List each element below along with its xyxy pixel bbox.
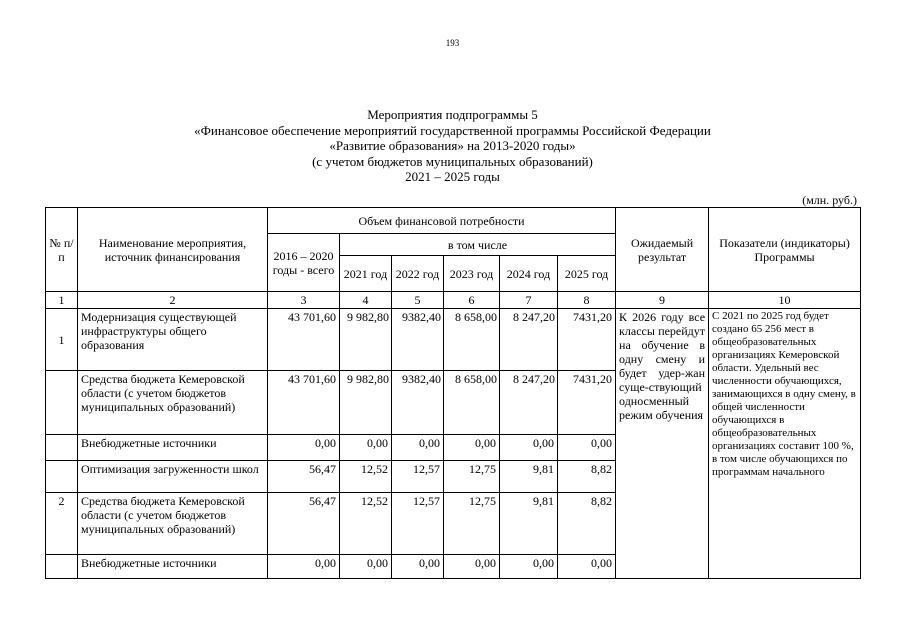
row-2024: 0,00	[500, 435, 558, 461]
header-volume: Объем финансовой потребности	[268, 208, 616, 234]
col-number: 2	[78, 292, 268, 309]
row-name: Модернизация существующей инфраструктуры общего образования	[78, 309, 268, 371]
row-2023: 8 658,00	[444, 371, 500, 435]
row-2024: 8 247,20	[500, 309, 558, 371]
row-2024: 0,00	[500, 555, 558, 579]
row-name: Средства бюджета Кемеровской области (с учетом бюджетов муниципальных образований)	[78, 371, 268, 435]
row-2024: 9,81	[500, 493, 558, 555]
col-number: 4	[340, 292, 392, 309]
header-2025: 2025 год	[558, 256, 616, 292]
expected-result: К 2026 году все классы перейдут на обучение в одну смену и будет удер-жан суще-ствующий односменный режим обучения	[616, 309, 709, 579]
row-2022: 9382,40	[392, 371, 444, 435]
measures-table	[45, 207, 861, 579]
title-line-3: «Развитие образования» на 2013-2020 годы»	[329, 138, 576, 153]
header-name: Наименование мероприятия, источник финансирования	[78, 208, 268, 292]
program-indicators: С 2021 по 2025 год будет создано 65 256 мест в общеобразовательных организациях Кемеровской области. Удельный вес численности обучающихся, занимающихся в одну смену, в общей численности обучающихся в общеобразовательных организациях составит 100 %, в том числе обучающихся по программам начального	[709, 309, 861, 579]
row-2021: 0,00	[340, 435, 392, 461]
row-name: Средства бюджета Кемеровской области (с учетом бюджетов муниципальных образований)	[78, 493, 268, 555]
row-2022: 0,00	[392, 555, 444, 579]
col-number: 10	[709, 292, 861, 309]
row-2024: 9,81	[500, 461, 558, 493]
page-number: 193	[445, 38, 460, 48]
row-2022: 12,57	[392, 461, 444, 493]
header-result: Ожидаемый результат	[616, 208, 709, 292]
row-2021: 0,00	[340, 555, 392, 579]
row-2022: 0,00	[392, 435, 444, 461]
row-2021: 12,52	[340, 461, 392, 493]
row-2023: 12,75	[444, 493, 500, 555]
row-name: Оптимизация загруженности школ	[78, 461, 268, 493]
col-number: 3	[268, 292, 340, 309]
row-2022: 9382,40	[392, 309, 444, 371]
row-num	[46, 461, 78, 493]
row-name: Внебюджетные источники	[78, 435, 268, 461]
row-name: Внебюджетные источники	[78, 555, 268, 579]
header-2024: 2024 год	[500, 256, 558, 292]
units-label: (млн. руб.)	[802, 193, 857, 207]
row-2025: 0,00	[558, 555, 616, 579]
title-line-2: «Финансовое обеспечение мероприятий государственной программы Российской Федерации	[194, 122, 711, 138]
row-2023: 12,75	[444, 461, 500, 493]
row-2021: 12,52	[340, 493, 392, 555]
row-num: 1	[46, 309, 78, 371]
row-num: 2	[46, 493, 78, 555]
header-2021: 2021 год	[340, 256, 392, 292]
header-2023: 2023 год	[444, 256, 500, 292]
row-2022: 12,57	[392, 493, 444, 555]
row-2021: 9 982,80	[340, 371, 392, 435]
table-row	[46, 309, 861, 371]
row-total: 43 701,60	[268, 371, 340, 435]
title-line-5: 2021 – 2025 годы	[405, 169, 500, 184]
row-total: 43 701,60	[268, 309, 340, 371]
col-number: 5	[392, 292, 444, 309]
row-2025: 7431,20	[558, 371, 616, 435]
row-total: 56,47	[268, 493, 340, 555]
row-2025: 8,82	[558, 461, 616, 493]
row-num	[46, 435, 78, 461]
header-2022: 2022 год	[392, 256, 444, 292]
row-2023: 0,00	[444, 435, 500, 461]
row-2025: 8,82	[558, 493, 616, 555]
row-2021: 9 982,80	[340, 309, 392, 371]
row-total: 56,47	[268, 461, 340, 493]
column-number-row	[46, 292, 861, 309]
col-number: 8	[558, 292, 616, 309]
row-2024: 8 247,20	[500, 371, 558, 435]
header-total: 2016 – 2020 годы - всего	[268, 234, 340, 292]
row-num	[46, 555, 78, 579]
header-including: в том числе	[340, 234, 616, 256]
row-total: 0,00	[268, 555, 340, 579]
header-indicators: Показатели (индикаторы) Программы	[709, 208, 861, 292]
row-2025: 7431,20	[558, 309, 616, 371]
row-2023: 8 658,00	[444, 309, 500, 371]
header-num: № п/п	[46, 208, 78, 292]
col-number: 7	[500, 292, 558, 309]
col-number: 1	[46, 292, 78, 309]
row-total: 0,00	[268, 435, 340, 461]
row-2023: 0,00	[444, 555, 500, 579]
document-title	[0, 107, 905, 185]
row-2025: 0,00	[558, 435, 616, 461]
col-number: 6	[444, 292, 500, 309]
title-line-4: (с учетом бюджетов муниципальных образований)	[312, 153, 593, 169]
row-num	[46, 371, 78, 435]
col-number: 9	[616, 292, 709, 309]
title-line-1: Мероприятия подпрограммы 5	[367, 107, 538, 122]
